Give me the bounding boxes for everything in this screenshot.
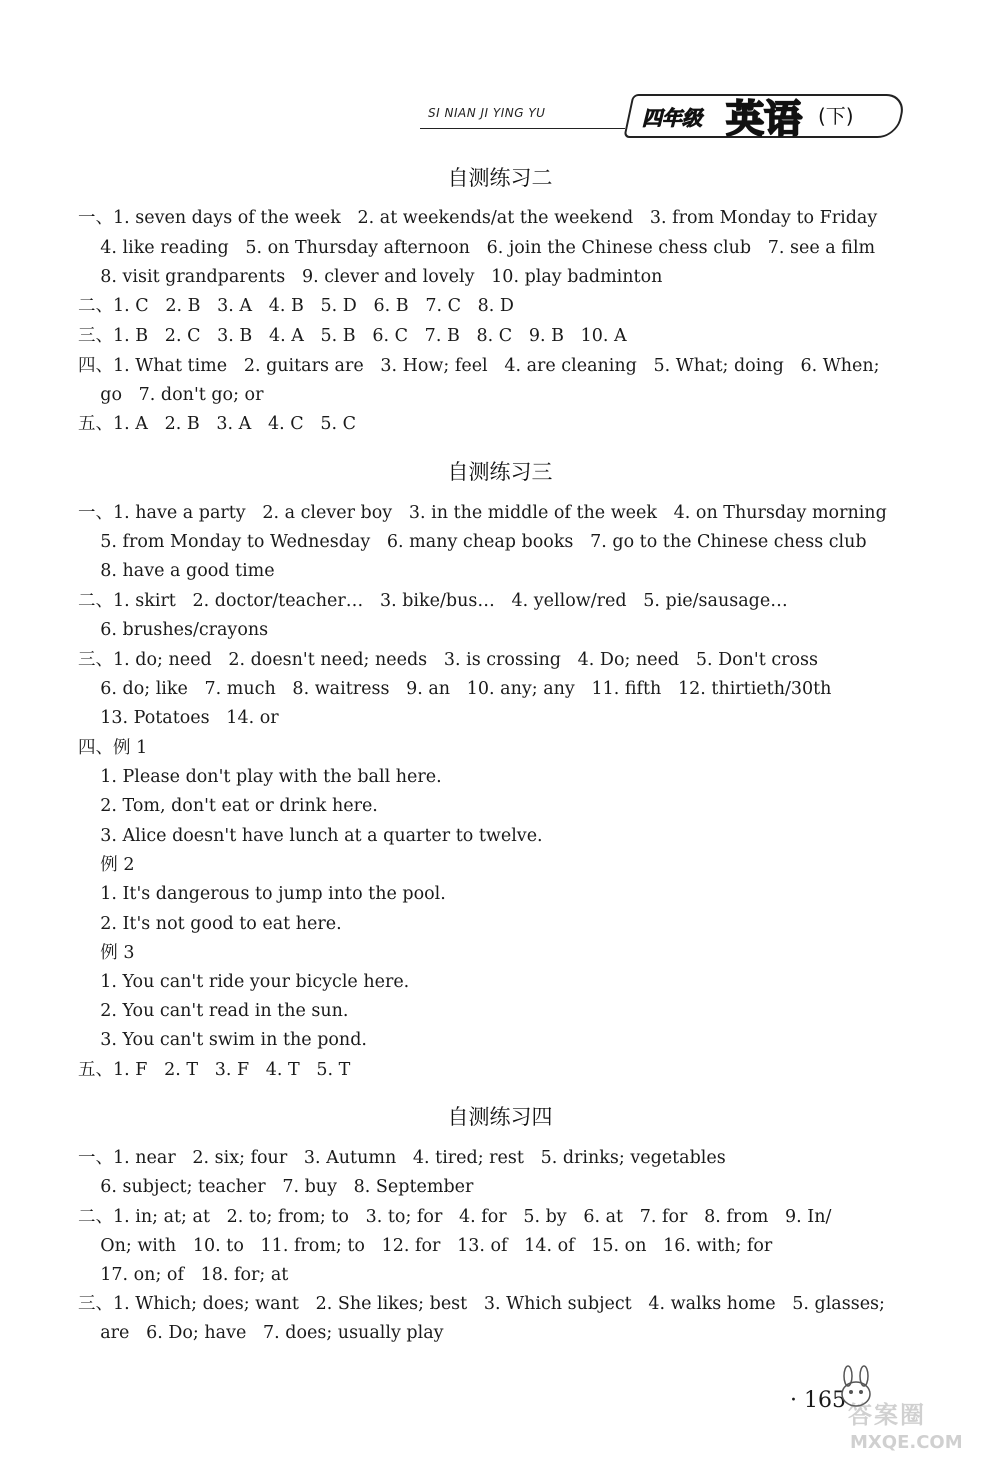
answer-line: 1. Please don't play with the ball here. — [78, 767, 442, 787]
answer-line: 二、1. skirt 2. doctor/teacher… 3. bike/bus… 4. yellow/red 5. pie/sausage… — [78, 591, 788, 611]
answer-line: 2. Tom, don't eat or drink here. — [78, 796, 378, 816]
section-title: 自测练习二 — [447, 166, 553, 190]
answer-line: 6. do; like 7. much 8. waitress 9. an 10. any; any 11. fifth 12. thirtieth/30th — [78, 679, 832, 699]
answer-line: 17. on; of 18. for; at — [78, 1265, 289, 1285]
answer-line: 8. have a good time — [78, 561, 275, 581]
watermark-logo: 答案圈 — [848, 1401, 926, 1429]
answer-line: 四、例 1 — [78, 738, 148, 758]
answer-line: 二、1. in; at; at 2. to; from; to 3. to; for 4. for 5. by 6. at 7. for 8. from 9. In/ — [78, 1207, 832, 1227]
answer-line: 2. You can't read in the sun. — [78, 1001, 349, 1021]
answer-line: are 6. Do; have 7. does; usually play — [78, 1323, 444, 1343]
watermark-url: MXQE.COM — [850, 1432, 963, 1453]
answer-line: 3. You can't swim in the pond. — [78, 1030, 367, 1050]
answer-line: On; with 10. to 11. from; to 12. for 13. of 14. of 15. on 16. with; for — [78, 1236, 773, 1256]
header-rule — [420, 128, 625, 129]
answer-line: 三、1. Which; does; want 2. She likes; best 3. Which subject 4. walks home 5. glasses; — [78, 1294, 885, 1314]
answer-line: 四、1. What time 2. guitars are 3. How; feel 4. are cleaning 5. What; doing 6. When; — [78, 356, 880, 376]
answer-line: 6. brushes/crayons — [78, 620, 269, 640]
section-title: 自测练习四 — [447, 1105, 553, 1129]
answer-line: 一、1. near 2. six; four 3. Autumn 4. tired; rest 5. drinks; vegetables — [78, 1148, 726, 1168]
answer-line: 2. It's not good to eat here. — [78, 914, 342, 934]
answer-line: 一、1. have a party 2. a clever boy 3. in the middle of the week 4. on Thursday morning — [78, 503, 887, 523]
header-pinyin: SI NIAN JI YING YU — [428, 106, 546, 120]
answer-line: 5. from Monday to Wednesday 6. many cheap books 7. go to the Chinese chess club — [78, 532, 867, 552]
answer-line: 6. subject; teacher 7. buy 8. September — [78, 1177, 474, 1197]
answer-line: 8. visit grandparents 9. clever and lovely 10. play badminton — [78, 267, 663, 287]
answer-line: 一、1. seven days of the week 2. at weekends/at the weekend 3. from Monday to Friday — [78, 208, 878, 228]
answer-line: 例 2 — [78, 855, 135, 875]
answer-line: 五、1. F 2. T 3. F 4. T 5. T — [78, 1060, 351, 1080]
answer-line: 1. You can't ride your bicycle here. — [78, 972, 410, 992]
header-grade: 四年级 — [642, 106, 702, 130]
answer-line: 1. It's dangerous to jump into the pool. — [78, 884, 446, 904]
answer-line: 三、1. B 2. C 3. B 4. A 5. B 6. C 7. B 8. C 9. B 10. A — [78, 326, 627, 346]
answer-line: 例 3 — [78, 943, 135, 963]
answer-line: 13. Potatoes 14. or — [78, 708, 279, 728]
page-number: · 165 — [790, 1388, 846, 1413]
header-subject: 英语 — [726, 97, 803, 141]
answer-line: 三、1. do; need 2. doesn't need; needs 3. is crossing 4. Do; need 5. Don't cross — [78, 650, 818, 670]
answer-line: 二、1. C 2. B 3. A 4. B 5. D 6. B 7. C 8. D — [78, 296, 514, 316]
answer-line: 4. like reading 5. on Thursday afternoon 6. join the Chinese chess club 7. see a film — [78, 238, 876, 258]
header-volume: (下) — [818, 104, 854, 128]
section-title: 自测练习三 — [447, 460, 553, 484]
answer-line: go 7. don't go; or — [78, 385, 264, 405]
page-header — [420, 92, 920, 142]
answer-line: 五、1. A 2. B 3. A 4. C 5. C — [78, 414, 356, 434]
answer-line: 3. Alice doesn't have lunch at a quarter to twelve. — [78, 826, 543, 846]
